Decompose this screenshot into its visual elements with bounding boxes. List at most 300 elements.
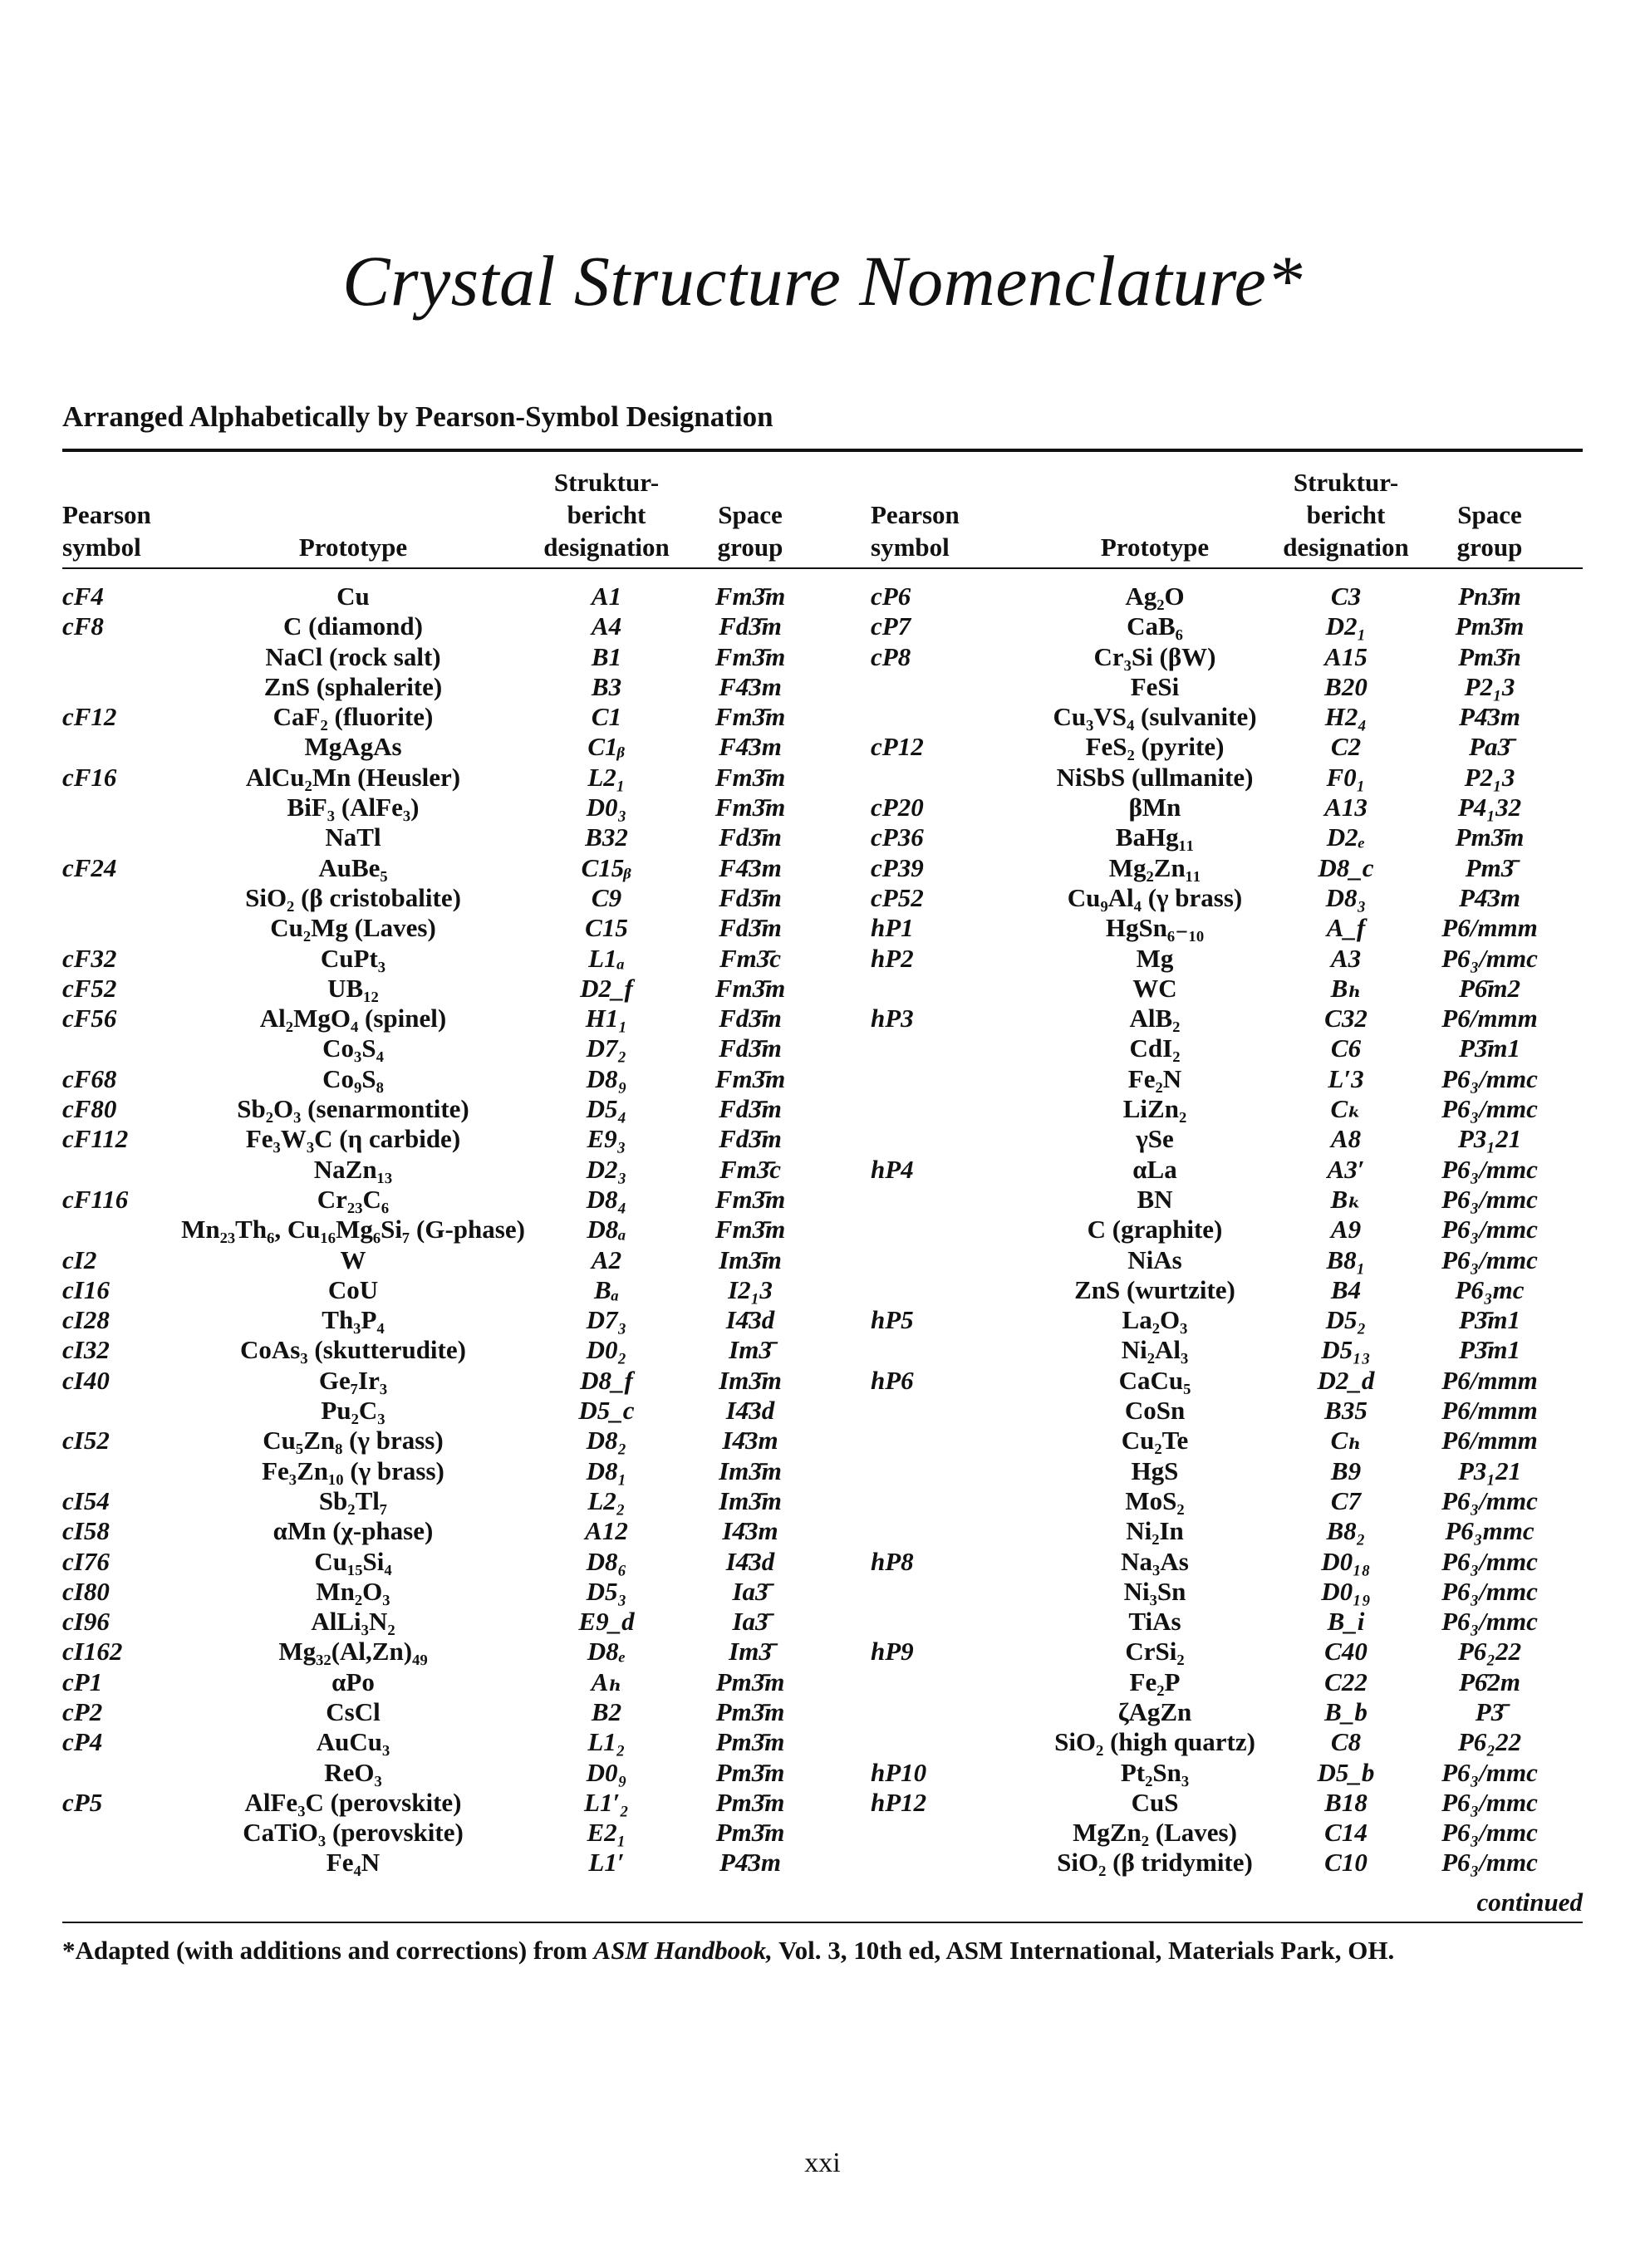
pearson-symbol: cP6 xyxy=(871,582,911,611)
prototype: ζAgZn xyxy=(1117,1696,1192,1726)
space-group: Fm3̄m xyxy=(714,762,786,792)
space-group: Ia3̄ xyxy=(732,1607,768,1637)
strukturbericht: D0₃ xyxy=(586,793,627,822)
table-row xyxy=(0,1456,1645,1486)
prototype: NaTl xyxy=(325,822,381,852)
space-group: P6/mmm xyxy=(1441,1004,1538,1033)
pearson-symbol: cI76 xyxy=(62,1546,110,1576)
table-row xyxy=(0,853,1645,883)
space-group: F4̄3m xyxy=(719,671,782,701)
table-row xyxy=(0,1064,1645,1094)
space-group: P3̄m1 xyxy=(1458,1033,1521,1063)
space-group: Fd3̄m xyxy=(719,1124,782,1154)
prototype: Cu₉Al₄ (γ brass) xyxy=(1067,882,1243,912)
prototype: Fe₃Zn₁₀ (γ brass) xyxy=(262,1456,444,1485)
pearson-symbol: cP2 xyxy=(62,1696,103,1726)
prototype: Mg₃₂(Al,Zn)₄₉ xyxy=(278,1637,428,1667)
prototype: Cu xyxy=(336,582,370,611)
space-group: P6₃/mmc xyxy=(1441,1485,1538,1515)
prototype: Na₃As xyxy=(1121,1546,1189,1576)
table-row xyxy=(0,1396,1645,1426)
space-group: Im3̄m xyxy=(719,1365,782,1395)
strukturbericht: A2 xyxy=(591,1244,622,1274)
table-row xyxy=(0,974,1645,1004)
space-group: P6₃/mmc xyxy=(1441,1063,1538,1093)
prototype: NiSbS (ullmanite) xyxy=(1056,762,1254,792)
table-row xyxy=(0,1667,1645,1697)
top-rule xyxy=(62,449,1583,452)
space-group: P6₃/mmc xyxy=(1441,1757,1538,1787)
strukturbericht: L′3 xyxy=(1328,1063,1364,1093)
space-group: Pa3̄ xyxy=(1469,732,1510,762)
space-group: I4̄3d xyxy=(725,1305,775,1335)
space-group: P6₃/mmc xyxy=(1441,1244,1538,1274)
space-group: P6̄m2 xyxy=(1458,973,1521,1003)
strukturbericht: A4 xyxy=(591,611,622,641)
strukturbericht: C8 xyxy=(1330,1727,1362,1757)
strukturbericht: C6 xyxy=(1330,1033,1362,1063)
strukturbericht: D2_f xyxy=(580,973,633,1003)
strukturbericht: D2₃ xyxy=(586,1154,627,1184)
prototype: CdI₂ xyxy=(1129,1033,1181,1063)
space-group: P2₁3 xyxy=(1464,671,1515,701)
strukturbericht: D8₆ xyxy=(586,1546,627,1576)
prototype: Cr₂₃C₆ xyxy=(317,1184,390,1214)
space-group: Im3̄m xyxy=(719,1456,782,1485)
space-group: P6₃mmc xyxy=(1445,1516,1535,1546)
table-row xyxy=(0,1185,1645,1215)
space-group: P6̄2m xyxy=(1458,1667,1521,1696)
strukturbericht: D0₂ xyxy=(586,1335,627,1365)
pearson-symbol: hP10 xyxy=(871,1757,927,1787)
prototype: La₂O₃ xyxy=(1122,1305,1188,1335)
pearson-symbol: cF16 xyxy=(62,762,117,792)
table-row xyxy=(0,1094,1645,1124)
prototype: αPo xyxy=(331,1667,375,1696)
pearson-symbol: cI52 xyxy=(62,1426,110,1456)
space-group: P6/mmm xyxy=(1441,1396,1538,1426)
space-group: I4̄3m xyxy=(722,1516,778,1546)
table-row xyxy=(0,1758,1645,1788)
table-row xyxy=(0,1426,1645,1456)
prototype: Sb₂O₃ (senarmontite) xyxy=(237,1094,469,1124)
strukturbericht: B9 xyxy=(1330,1456,1362,1485)
pearson-symbol: cP8 xyxy=(871,641,911,671)
table-row xyxy=(0,763,1645,793)
space-group: F4̄3m xyxy=(719,732,782,762)
table-row xyxy=(0,642,1645,672)
table-row xyxy=(0,793,1645,822)
strukturbericht: C7 xyxy=(1330,1485,1362,1515)
header-prototype-right: Prototype xyxy=(1100,533,1210,562)
space-group: Fd3̄m xyxy=(719,882,782,912)
space-group: Im3̄ xyxy=(729,1637,772,1667)
prototype: ZnS (sphalerite) xyxy=(263,671,443,701)
strukturbericht: C9 xyxy=(591,882,622,912)
prototype: βMn xyxy=(1128,793,1181,822)
header-space-left: Space group xyxy=(717,500,783,562)
strukturbericht: B2 xyxy=(591,1696,622,1726)
strukturbericht: L2₂ xyxy=(587,1485,626,1515)
space-group: Fm3̄m xyxy=(714,1063,786,1093)
prototype: SiO₂ (β tridymite) xyxy=(1057,1848,1253,1878)
pearson-symbol: hP9 xyxy=(871,1637,914,1667)
strukturbericht: A15 xyxy=(1324,641,1368,671)
pearson-symbol: cI32 xyxy=(62,1335,110,1365)
space-group: Pm3̄m xyxy=(715,1757,785,1787)
footnote: *Adapted (with additions and corrections) from ASM Handbook, Vol. 3, 10th ed, ASM International, Materials Park, OH. xyxy=(62,1936,1395,1965)
space-group: P3₁21 xyxy=(1457,1456,1522,1485)
strukturbericht: L1′₂ xyxy=(584,1787,629,1817)
strukturbericht: E9₃ xyxy=(587,1124,626,1154)
space-group: Pm3̄n xyxy=(1458,641,1521,671)
pearson-symbol: cI96 xyxy=(62,1607,110,1637)
continued-note: continued xyxy=(1476,1888,1583,1917)
prototype: AlB₂ xyxy=(1129,1004,1181,1033)
header-pearson-right: Pearson symbol xyxy=(871,500,960,562)
header-prototype-left: Prototype xyxy=(298,533,408,562)
prototype: AlCu₂Mn (Heusler) xyxy=(245,762,461,792)
prototype: SiO₂ (high quartz) xyxy=(1054,1727,1255,1757)
pearson-symbol: hP8 xyxy=(871,1546,914,1576)
space-group: P4₁32 xyxy=(1457,793,1522,822)
strukturbericht: A3′ xyxy=(1327,1154,1365,1184)
space-group: P6₃/mmc xyxy=(1441,1184,1538,1214)
strukturbericht: B_i xyxy=(1327,1607,1365,1637)
prototype: CsCl xyxy=(326,1696,381,1726)
table-row xyxy=(0,1577,1645,1607)
pearson-symbol: cF12 xyxy=(62,702,117,732)
strukturbericht: D8_c xyxy=(1318,852,1374,882)
strukturbericht: D7₃ xyxy=(586,1305,627,1335)
prototype: FeS₂ (pyrite) xyxy=(1085,732,1225,762)
page-number: xxi xyxy=(804,2148,841,2178)
structure-table xyxy=(0,582,1645,1878)
header-struktur-right: Struktur- bericht designation xyxy=(1283,468,1409,562)
pearson-symbol: hP12 xyxy=(871,1787,927,1817)
space-group: Pn3̄m xyxy=(1458,582,1521,611)
space-group: Pm3̄m xyxy=(715,1696,785,1726)
strukturbericht: A12 xyxy=(585,1516,628,1546)
prototype: MgAgAs xyxy=(304,732,402,762)
strukturbericht: B3 xyxy=(591,671,622,701)
space-group: Fm3̄m xyxy=(714,641,786,671)
prototype: CaCu₅ xyxy=(1118,1365,1191,1395)
prototype: Fe₂N xyxy=(1127,1063,1182,1093)
space-group: P6₃/mmc xyxy=(1441,1215,1538,1244)
prototype: Pu₂C₃ xyxy=(321,1396,385,1426)
pearson-symbol: cF32 xyxy=(62,943,117,973)
prototype: W xyxy=(340,1244,366,1274)
strukturbericht: H2₄ xyxy=(1324,702,1368,732)
space-group: P6₂22 xyxy=(1457,1727,1522,1757)
prototype: Cr₃Si (βW) xyxy=(1093,641,1216,671)
prototype: CoAs₃ (skutterudite) xyxy=(240,1335,466,1365)
table-row xyxy=(0,1124,1645,1154)
prototype: Ni₂In xyxy=(1126,1516,1184,1546)
table-row xyxy=(0,1516,1645,1546)
space-group: Fm3̄m xyxy=(714,1184,786,1214)
strukturbericht: C40 xyxy=(1324,1637,1368,1667)
strukturbericht: C10 xyxy=(1324,1848,1368,1878)
pearson-symbol: cP7 xyxy=(871,611,911,641)
prototype: AlFe₃C (perovskite) xyxy=(244,1787,462,1817)
strukturbericht: D2_d xyxy=(1317,1365,1375,1395)
pearson-symbol: cI58 xyxy=(62,1516,110,1546)
strukturbericht: B8₁ xyxy=(1326,1244,1366,1274)
pearson-symbol: cI2 xyxy=(62,1244,97,1274)
space-group: P4̄3m xyxy=(719,1848,782,1878)
table-row xyxy=(0,1848,1645,1878)
space-group: P3̄m1 xyxy=(1458,1305,1521,1335)
prototype: AlLi₃N₂ xyxy=(311,1607,395,1637)
pearson-symbol: cP12 xyxy=(871,732,924,762)
table-row xyxy=(0,1155,1645,1185)
space-group: P6₃/mmc xyxy=(1441,943,1538,973)
strukturbericht: B20 xyxy=(1324,671,1368,701)
strukturbericht: D5_b xyxy=(1317,1757,1375,1787)
prototype: CaTiO₃ (perovskite) xyxy=(243,1818,464,1848)
table-row xyxy=(0,611,1645,641)
table-row xyxy=(0,582,1645,611)
strukturbericht: D0₁₉ xyxy=(1321,1576,1371,1606)
pearson-symbol: cP52 xyxy=(871,882,924,912)
pearson-symbol: cF116 xyxy=(62,1184,129,1214)
prototype: Ge₇Ir₃ xyxy=(318,1365,388,1395)
header-pearson-left: Pearson symbol xyxy=(62,500,151,562)
prototype: Cu₁₅Si₄ xyxy=(314,1546,392,1576)
space-group: P3̄m1 xyxy=(1458,1335,1521,1365)
space-group: Fm3̄c xyxy=(719,1154,782,1184)
space-group: Fm3̄m xyxy=(714,702,786,732)
space-group: Fm3̄m xyxy=(714,1215,786,1244)
strukturbericht: C2 xyxy=(1330,732,1362,762)
space-group: I4̄3d xyxy=(725,1546,775,1576)
prototype: MoS₂ xyxy=(1125,1485,1185,1515)
table-row xyxy=(0,1697,1645,1727)
pearson-symbol: cF68 xyxy=(62,1063,117,1093)
pearson-symbol: cI16 xyxy=(62,1274,110,1304)
space-group: Pm3̄m xyxy=(1455,611,1525,641)
prototype: CaB₆ xyxy=(1127,611,1183,641)
prototype: Fe₂P xyxy=(1129,1667,1181,1696)
prototype: Ni₃Sn xyxy=(1123,1576,1186,1606)
space-group: Fm3̄m xyxy=(714,973,786,1003)
strukturbericht: C1ᵦ xyxy=(587,732,626,762)
prototype: γSe xyxy=(1136,1124,1174,1154)
prototype: HgSn₆₋₁₀ xyxy=(1105,913,1205,943)
strukturbericht: A_f xyxy=(1326,913,1366,943)
pearson-symbol: hP5 xyxy=(871,1305,914,1335)
space-group: P6/mmm xyxy=(1441,1426,1538,1456)
prototype: αMn (χ-phase) xyxy=(273,1516,434,1546)
table-row xyxy=(0,1818,1645,1848)
strukturbericht: B_b xyxy=(1324,1696,1368,1726)
prototype: BaHg₁₁ xyxy=(1115,822,1195,852)
table-row xyxy=(0,1033,1645,1063)
prototype: Cu₃VS₄ (sulvanite) xyxy=(1053,702,1257,732)
strukturbericht: D8_f xyxy=(580,1365,633,1395)
strukturbericht: D8₁ xyxy=(586,1456,627,1485)
table-row xyxy=(0,1788,1645,1818)
table-row xyxy=(0,822,1645,852)
pearson-symbol: hP6 xyxy=(871,1365,914,1395)
space-group: Fd3̄m xyxy=(719,1094,782,1124)
prototype: BiF₃ (AlFe₃) xyxy=(287,793,420,822)
strukturbericht: B35 xyxy=(1324,1396,1368,1426)
prototype: NaZn₁₃ xyxy=(313,1154,393,1184)
strukturbericht: D0₁₈ xyxy=(1321,1546,1371,1576)
prototype: Co₉S₈ xyxy=(322,1063,384,1093)
space-group: P6₃/mmc xyxy=(1441,1546,1538,1576)
strukturbericht: Aₕ xyxy=(591,1667,622,1696)
table-row xyxy=(0,1366,1645,1396)
strukturbericht: Bₕ xyxy=(1330,973,1362,1003)
strukturbericht: Bₐ xyxy=(594,1274,619,1304)
strukturbericht: C14 xyxy=(1324,1818,1368,1848)
space-group: Fm3̄m xyxy=(714,582,786,611)
space-group: Im3̄ xyxy=(729,1335,772,1365)
strukturbericht: D5_c xyxy=(578,1396,635,1426)
space-group: P6₃/mmc xyxy=(1441,1818,1538,1848)
prototype: Cu₂Te xyxy=(1121,1426,1189,1456)
table-row xyxy=(0,944,1645,974)
strukturbericht: D8₄ xyxy=(586,1184,627,1214)
space-group: F4̄3m xyxy=(719,852,782,882)
space-group: P4̄3m xyxy=(1458,882,1521,912)
prototype: Al₂MgO₄ (spinel) xyxy=(259,1004,447,1033)
table-row xyxy=(0,1275,1645,1305)
table-row xyxy=(0,1335,1645,1365)
pearson-symbol: cI40 xyxy=(62,1365,110,1395)
prototype: Fe₃W₃C (η carbide) xyxy=(245,1124,461,1154)
pearson-symbol: hP1 xyxy=(871,913,914,943)
space-group: Pm3̄m xyxy=(1455,822,1525,852)
strukturbericht: B18 xyxy=(1324,1787,1368,1817)
table-row xyxy=(0,1245,1645,1275)
space-group: Im3̄m xyxy=(719,1244,782,1274)
space-group: P6₃/mmc xyxy=(1441,1607,1538,1637)
space-group: Fd3̄m xyxy=(719,913,782,943)
page-title: Crystal Structure Nomenclature* xyxy=(342,241,1303,321)
space-group: P6₃/mmc xyxy=(1441,1787,1538,1817)
strukturbericht: D0₉ xyxy=(586,1757,627,1787)
prototype: HgS xyxy=(1131,1456,1179,1485)
prototype: AuBe₅ xyxy=(318,852,388,882)
space-group: Fm3̄c xyxy=(719,943,782,973)
space-group: Fm3̄m xyxy=(714,793,786,822)
pearson-symbol: hP3 xyxy=(871,1004,914,1033)
table-row xyxy=(0,1486,1645,1516)
table-row xyxy=(0,1004,1645,1033)
pearson-symbol: cF112 xyxy=(62,1124,129,1154)
prototype: Co₃S₄ xyxy=(322,1033,384,1063)
prototype: CoU xyxy=(327,1274,379,1304)
strukturbericht: D5₃ xyxy=(586,1576,627,1606)
table-row xyxy=(0,1637,1645,1667)
strukturbericht: Cₖ xyxy=(1330,1094,1362,1124)
prototype: MgZn₂ (Laves) xyxy=(1073,1818,1237,1848)
prototype: Ni₂Al₃ xyxy=(1121,1335,1189,1365)
pearson-symbol: hP2 xyxy=(871,943,914,973)
strukturbericht: B4 xyxy=(1330,1274,1362,1304)
strukturbericht: D8₃ xyxy=(1325,882,1367,912)
pearson-symbol: cP20 xyxy=(871,793,924,822)
prototype: Fe₄N xyxy=(326,1848,381,1878)
space-group: I2₁3 xyxy=(728,1274,773,1304)
prototype: CuPt₃ xyxy=(320,943,386,973)
space-group: P6₃/mmc xyxy=(1441,1576,1538,1606)
strukturbericht: A9 xyxy=(1330,1215,1362,1244)
strukturbericht: A3 xyxy=(1330,943,1362,973)
pearson-symbol: cF8 xyxy=(62,611,104,641)
prototype: NiAs xyxy=(1127,1244,1182,1274)
prototype: Mn₂O₃ xyxy=(316,1576,390,1606)
space-group: P3̄ xyxy=(1475,1696,1505,1726)
space-group: Fd3̄m xyxy=(719,1033,782,1063)
pearson-symbol: cF56 xyxy=(62,1004,117,1033)
space-group: P6/mmm xyxy=(1441,913,1538,943)
space-group: P6/mmm xyxy=(1441,1365,1538,1395)
pearson-symbol: cI28 xyxy=(62,1305,110,1335)
prototype: FeSi xyxy=(1130,671,1180,701)
prototype: C (diamond) xyxy=(283,611,423,641)
space-group: Pm3̄m xyxy=(715,1787,785,1817)
space-group: P2₁3 xyxy=(1464,762,1515,792)
strukturbericht: L1′ xyxy=(588,1848,625,1878)
space-group: I4̄3m xyxy=(722,1426,778,1456)
pearson-symbol: cP4 xyxy=(62,1727,103,1757)
pearson-symbol: cP1 xyxy=(62,1667,103,1696)
prototype: Ag₂O xyxy=(1125,582,1185,611)
strukturbericht: A13 xyxy=(1324,793,1368,822)
prototype: TiAs xyxy=(1128,1607,1181,1637)
prototype: Mn₂₃Th₆, Cu₁₆Mg₆Si₇ (G-phase) xyxy=(181,1215,525,1244)
prototype: Cu₂Mg (Laves) xyxy=(270,913,436,943)
prototype: Mg₂Zn₁₁ xyxy=(1108,852,1201,882)
strukturbericht: D5₄ xyxy=(586,1094,627,1124)
pearson-symbol: cF4 xyxy=(62,582,104,611)
header-space-right: Space group xyxy=(1456,500,1523,562)
table-row xyxy=(0,732,1645,762)
prototype: NaCl (rock salt) xyxy=(265,641,441,671)
strukturbericht: H1₁ xyxy=(585,1004,628,1033)
space-group: Pm3̄m xyxy=(715,1818,785,1848)
prototype: LiZn₂ xyxy=(1122,1094,1187,1124)
header-rule xyxy=(62,567,1583,569)
space-group: P6₂22 xyxy=(1457,1637,1522,1667)
space-group: P6₃/mmc xyxy=(1441,1848,1538,1878)
prototype: UB₁₂ xyxy=(327,973,379,1003)
space-group: Pm3̄m xyxy=(715,1727,785,1757)
strukturbericht: D8ₑ xyxy=(587,1637,626,1667)
prototype: Pt₂Sn₃ xyxy=(1120,1757,1190,1787)
space-group: P6₃/mmc xyxy=(1441,1154,1538,1184)
pearson-symbol: cI54 xyxy=(62,1485,110,1515)
space-group: Fd3̄m xyxy=(719,1004,782,1033)
strukturbericht: D8₂ xyxy=(586,1426,627,1456)
prototype: CrSi₂ xyxy=(1125,1637,1185,1667)
prototype: CuS xyxy=(1131,1787,1179,1817)
strukturbericht: D2ₑ xyxy=(1326,822,1366,852)
table-row xyxy=(0,1607,1645,1637)
space-group: Ia3̄ xyxy=(732,1576,768,1606)
space-group: Fd3̄m xyxy=(719,822,782,852)
space-group: I4̄3d xyxy=(725,1396,775,1426)
prototype: ZnS (wurtzite) xyxy=(1074,1274,1235,1304)
strukturbericht: E9_d xyxy=(578,1607,635,1637)
strukturbericht: F0₁ xyxy=(1326,762,1366,792)
